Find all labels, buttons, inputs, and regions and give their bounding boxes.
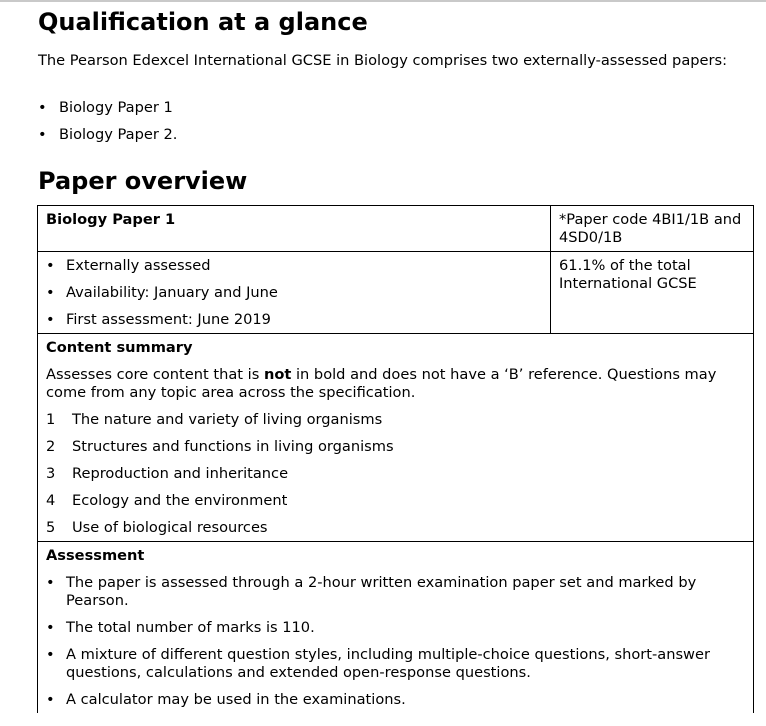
topic-number: 3 [46, 465, 56, 482]
topic-label: Use of biological resources [72, 519, 268, 536]
top-divider [0, 0, 766, 2]
topic-label: Reproduction and inheritance [72, 465, 289, 482]
topic-number: 4 [46, 492, 56, 509]
topic-label: Ecology and the environment [72, 492, 288, 509]
table-row [38, 206, 754, 252]
list-item: • First assessment: June 2019 [46, 311, 542, 329]
papers-list [38, 99, 177, 153]
section-title: Paper overview [38, 167, 248, 195]
topic-label: Structures and functions in living organisms [72, 438, 394, 455]
assessment-cell [38, 542, 754, 714]
topic-label: The nature and variety of living organisms [72, 411, 383, 428]
topic-item [46, 492, 745, 519]
summary-bold-word: not [263, 366, 292, 383]
summary-text-part: in bold and does not have a ‘B’ reference. Questions may come from any topic area across the specification. [46, 366, 717, 401]
page-title: Qualification at a glance [38, 8, 368, 36]
list-item: • The total number of marks is 110. [46, 619, 745, 646]
topic-number: 1 [46, 411, 56, 428]
list-item: • A mixture of different question styles, including multiple-choice questions, short-answer questions, calculations and extended open-response questions. [46, 646, 745, 691]
assessment-heading: Assessment [46, 547, 145, 564]
table-row [38, 252, 754, 334]
topic-number: 2 [46, 438, 56, 455]
list-item: • A calculator may be used in the examinations. [46, 691, 745, 709]
topic-item [46, 438, 745, 465]
topic-item [46, 519, 745, 537]
paper-title-cell: Biology Paper 1 [38, 206, 551, 252]
content-summary-text [46, 366, 745, 402]
content-summary-heading: Content summary [46, 339, 193, 356]
list-item: • Biology Paper 1 [38, 99, 177, 126]
topic-item [46, 411, 745, 438]
list-item: • Externally assessed [46, 257, 542, 284]
conditions-list [46, 257, 542, 329]
content-summary-cell [38, 334, 754, 542]
list-item: • Biology Paper 2. [38, 126, 177, 153]
conditions-cell [38, 252, 551, 334]
weighting-cell: 61.1% of the total International GCSE [551, 252, 754, 334]
table-row [38, 334, 754, 542]
paper-overview-table [37, 205, 754, 713]
topics-list [46, 411, 745, 537]
list-item: • Availability: January and June [46, 284, 542, 311]
table-row [38, 542, 754, 714]
assessment-list [46, 574, 745, 709]
topic-number: 5 [46, 519, 56, 536]
paper-code-cell: *Paper code 4BI1/1B and 4SD0/1B [551, 206, 754, 252]
summary-text-part: Assesses core content that is [46, 366, 264, 383]
intro-paragraph: The Pearson Edexcel International GCSE in Biology comprises two externally-assessed papers: [38, 52, 728, 69]
topic-item [46, 465, 745, 492]
list-item: • The paper is assessed through a 2-hour written examination paper set and marked by Pearson. [46, 574, 745, 619]
